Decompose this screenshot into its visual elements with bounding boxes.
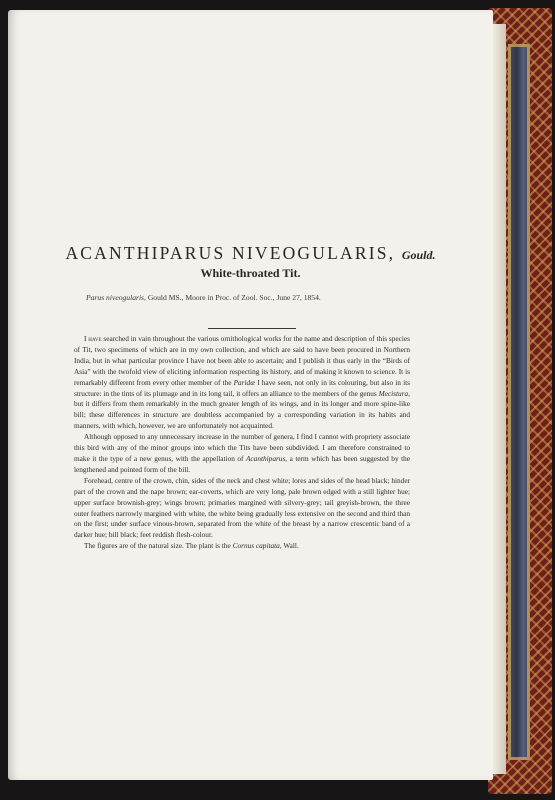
text-run: Wall.	[281, 541, 299, 551]
species-name: ACANTHIPARUS NIVEOGULARIS,	[65, 243, 396, 263]
species-title	[8, 243, 493, 264]
paragraph-genus	[74, 432, 410, 476]
paragraph-plumage: Forehead, centre of the crown, chin, sides of the neck and chest white; lores and sides of the head black; hinder part of the crown and the nape brown; ear-coverts, which are very long, pale brown edged with a still lighter hue; upper surface brownish-grey; wings brown; primaries margined with silvery-grey; tail greyish-brown, the three outer feathers narrowly margined with white, the white being gradually less extensive on the second and third than on the first; under surface vinous-brown, separated from the white of the breast by a narrow crescentic band of a darker hue; bill black; feet reddish flesh-colour.	[74, 475, 410, 540]
taxon-italic: Paridæ	[233, 377, 256, 387]
text-run: Although opposed to any unnecessary increase in the number of genera, I find I cannot with propriety associate this bird with any of the minor groups into which the Tits have been subdivided. I am therefore constrained to make it the type of a new genus, with the appellation of	[74, 432, 410, 463]
paragraph-intro	[74, 334, 410, 432]
synonym-reference: Gould MS., Moore in Proc. of Zool. Soc., June 27, 1854.	[147, 293, 321, 302]
synonym-citation	[86, 293, 321, 302]
drop-lead: I have	[84, 334, 102, 343]
species-author: Gould.	[401, 248, 436, 262]
text-run: I have seen, not only in its colouring, but also in its structure: in the tints of its plumage and in its long tail, it offers an alliance to the members of the genus	[74, 377, 410, 398]
synonym-name: Parus niveogularis,	[86, 293, 146, 302]
taxon-italic: Acanthiparus,	[245, 453, 288, 463]
text-run: The figures are of the natural size. The plant is the	[84, 541, 233, 551]
description-text	[74, 334, 410, 552]
paragraph-figures	[74, 541, 410, 552]
common-name: White-throated Tit.	[200, 266, 301, 280]
marbled-endpaper	[508, 44, 530, 760]
text-run: a term which has been suggested by the lengthened and pointed form of the bill.	[74, 453, 411, 474]
text-run: searched in vain throughout the various ornithological works for the name and description of this species of Tit, two specimens of which are in my own collection, and which are said to have been procured in Northern India, but in what particular province I have not been able to ascertain; and I publish it thus early in the “Birds of Asia” with the twofold view of eliciting information respecting its history, and of making it known to science. It is remarkably different from every other member of the	[74, 334, 410, 387]
taxon-italic: Mecistura,	[378, 388, 410, 398]
taxon-italic: Cornus capitata,	[232, 541, 282, 551]
text-run: but it differs from them remarkably in the much greater length of its wings, and in its longer and more spine-like bill; these differences in structure are doubtless accompanied by a corresponding variation in its habits and manners, with which, however, we are unfortunately not acquainted.	[74, 399, 410, 431]
divider-rule	[208, 328, 296, 329]
book-page	[8, 10, 493, 780]
